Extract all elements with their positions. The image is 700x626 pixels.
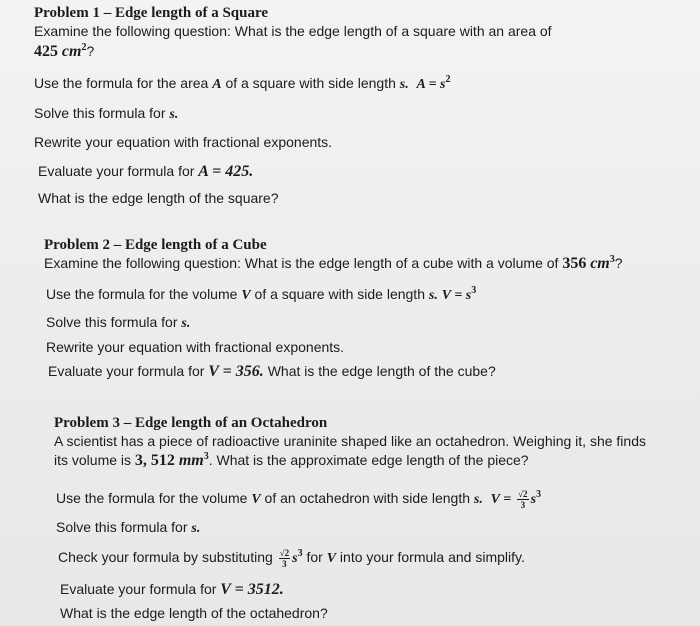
problem-3-intro-1: A scientist has a piece of radioactive uraninite shaped like an octahedron. Weighing it, she finds (54, 433, 646, 449)
fraction-sqrt2-over-3-inline: $\frac{√2}{3}$ (279, 547, 290, 569)
problem-2-title: Problem 2 – Edge length of a Cube (44, 237, 267, 253)
problem-1-title: Problem 1 – Edge length of a Square (34, 5, 269, 21)
area-value: 425 (34, 43, 58, 60)
problem-3-step-4: Evaluate your formula for V = 3512. (60, 581, 284, 598)
area-unit: cm (61, 43, 82, 60)
area-formula: A = s (416, 77, 446, 92)
problem-3-step-5: What is the edge length of the octahedron? (60, 605, 328, 621)
problem-1-step-1: Use the formula for the area A of a square with side length s. $A = s^2$ (34, 74, 451, 92)
problem-3-intro-2: its volume is 3, 512 $mm^3$. What is the approximate edge length of the piece? (54, 451, 529, 469)
problem-1-step-5: What is the edge length of the square? (38, 190, 279, 206)
problem-3-step-1: Use the formula for the volume V of an octahedron with side length s. V = $\frac{√2}{3}$ $s^3$ (56, 488, 542, 510)
problem-1-step-3: Rewrite your equation with fractional exponents. (34, 134, 333, 150)
octahedron-formula: V = (490, 492, 512, 507)
problem-1-area: 425 $cm^2$? (34, 42, 95, 60)
problem-2-step-1: Use the formula for the volume V of a square with side length s. $V = s^3$ (46, 285, 477, 303)
problem-2-step-3: Rewrite your equation with fractional exponents. (46, 339, 345, 355)
problem-3-title: Problem 3 – Edge length of an Octahedron (54, 415, 328, 431)
problem-2-step-2: Solve this formula for s. (46, 314, 191, 331)
volume-formula: V = s (441, 288, 472, 303)
problem-1-intro: Examine the following question: What is the edge length of a square with an area of (34, 23, 552, 39)
area-exp: 2 (81, 42, 87, 53)
problem-2-step-4: Evaluate your formula for V = 356. What is the edge length of the cube? (48, 363, 496, 380)
problem-1-step-2: Solve this formula for s. (34, 105, 179, 122)
fraction-sqrt2-over-3: $\frac{√2}{3}$ (518, 488, 528, 510)
problem-3-step-2: Solve this formula for s. (56, 519, 201, 536)
problem-2-intro: Examine the following question: What is the edge length of a cube with a volume of 356 $cm^3$? (44, 254, 623, 272)
problem-3-step-3: Check your formula by substituting $\frac{√2}{3}$ $s^3$ for V into your formula and simplify. (58, 547, 525, 569)
problem-1-step-4: Evaluate your formula for A = 425. (38, 163, 254, 180)
